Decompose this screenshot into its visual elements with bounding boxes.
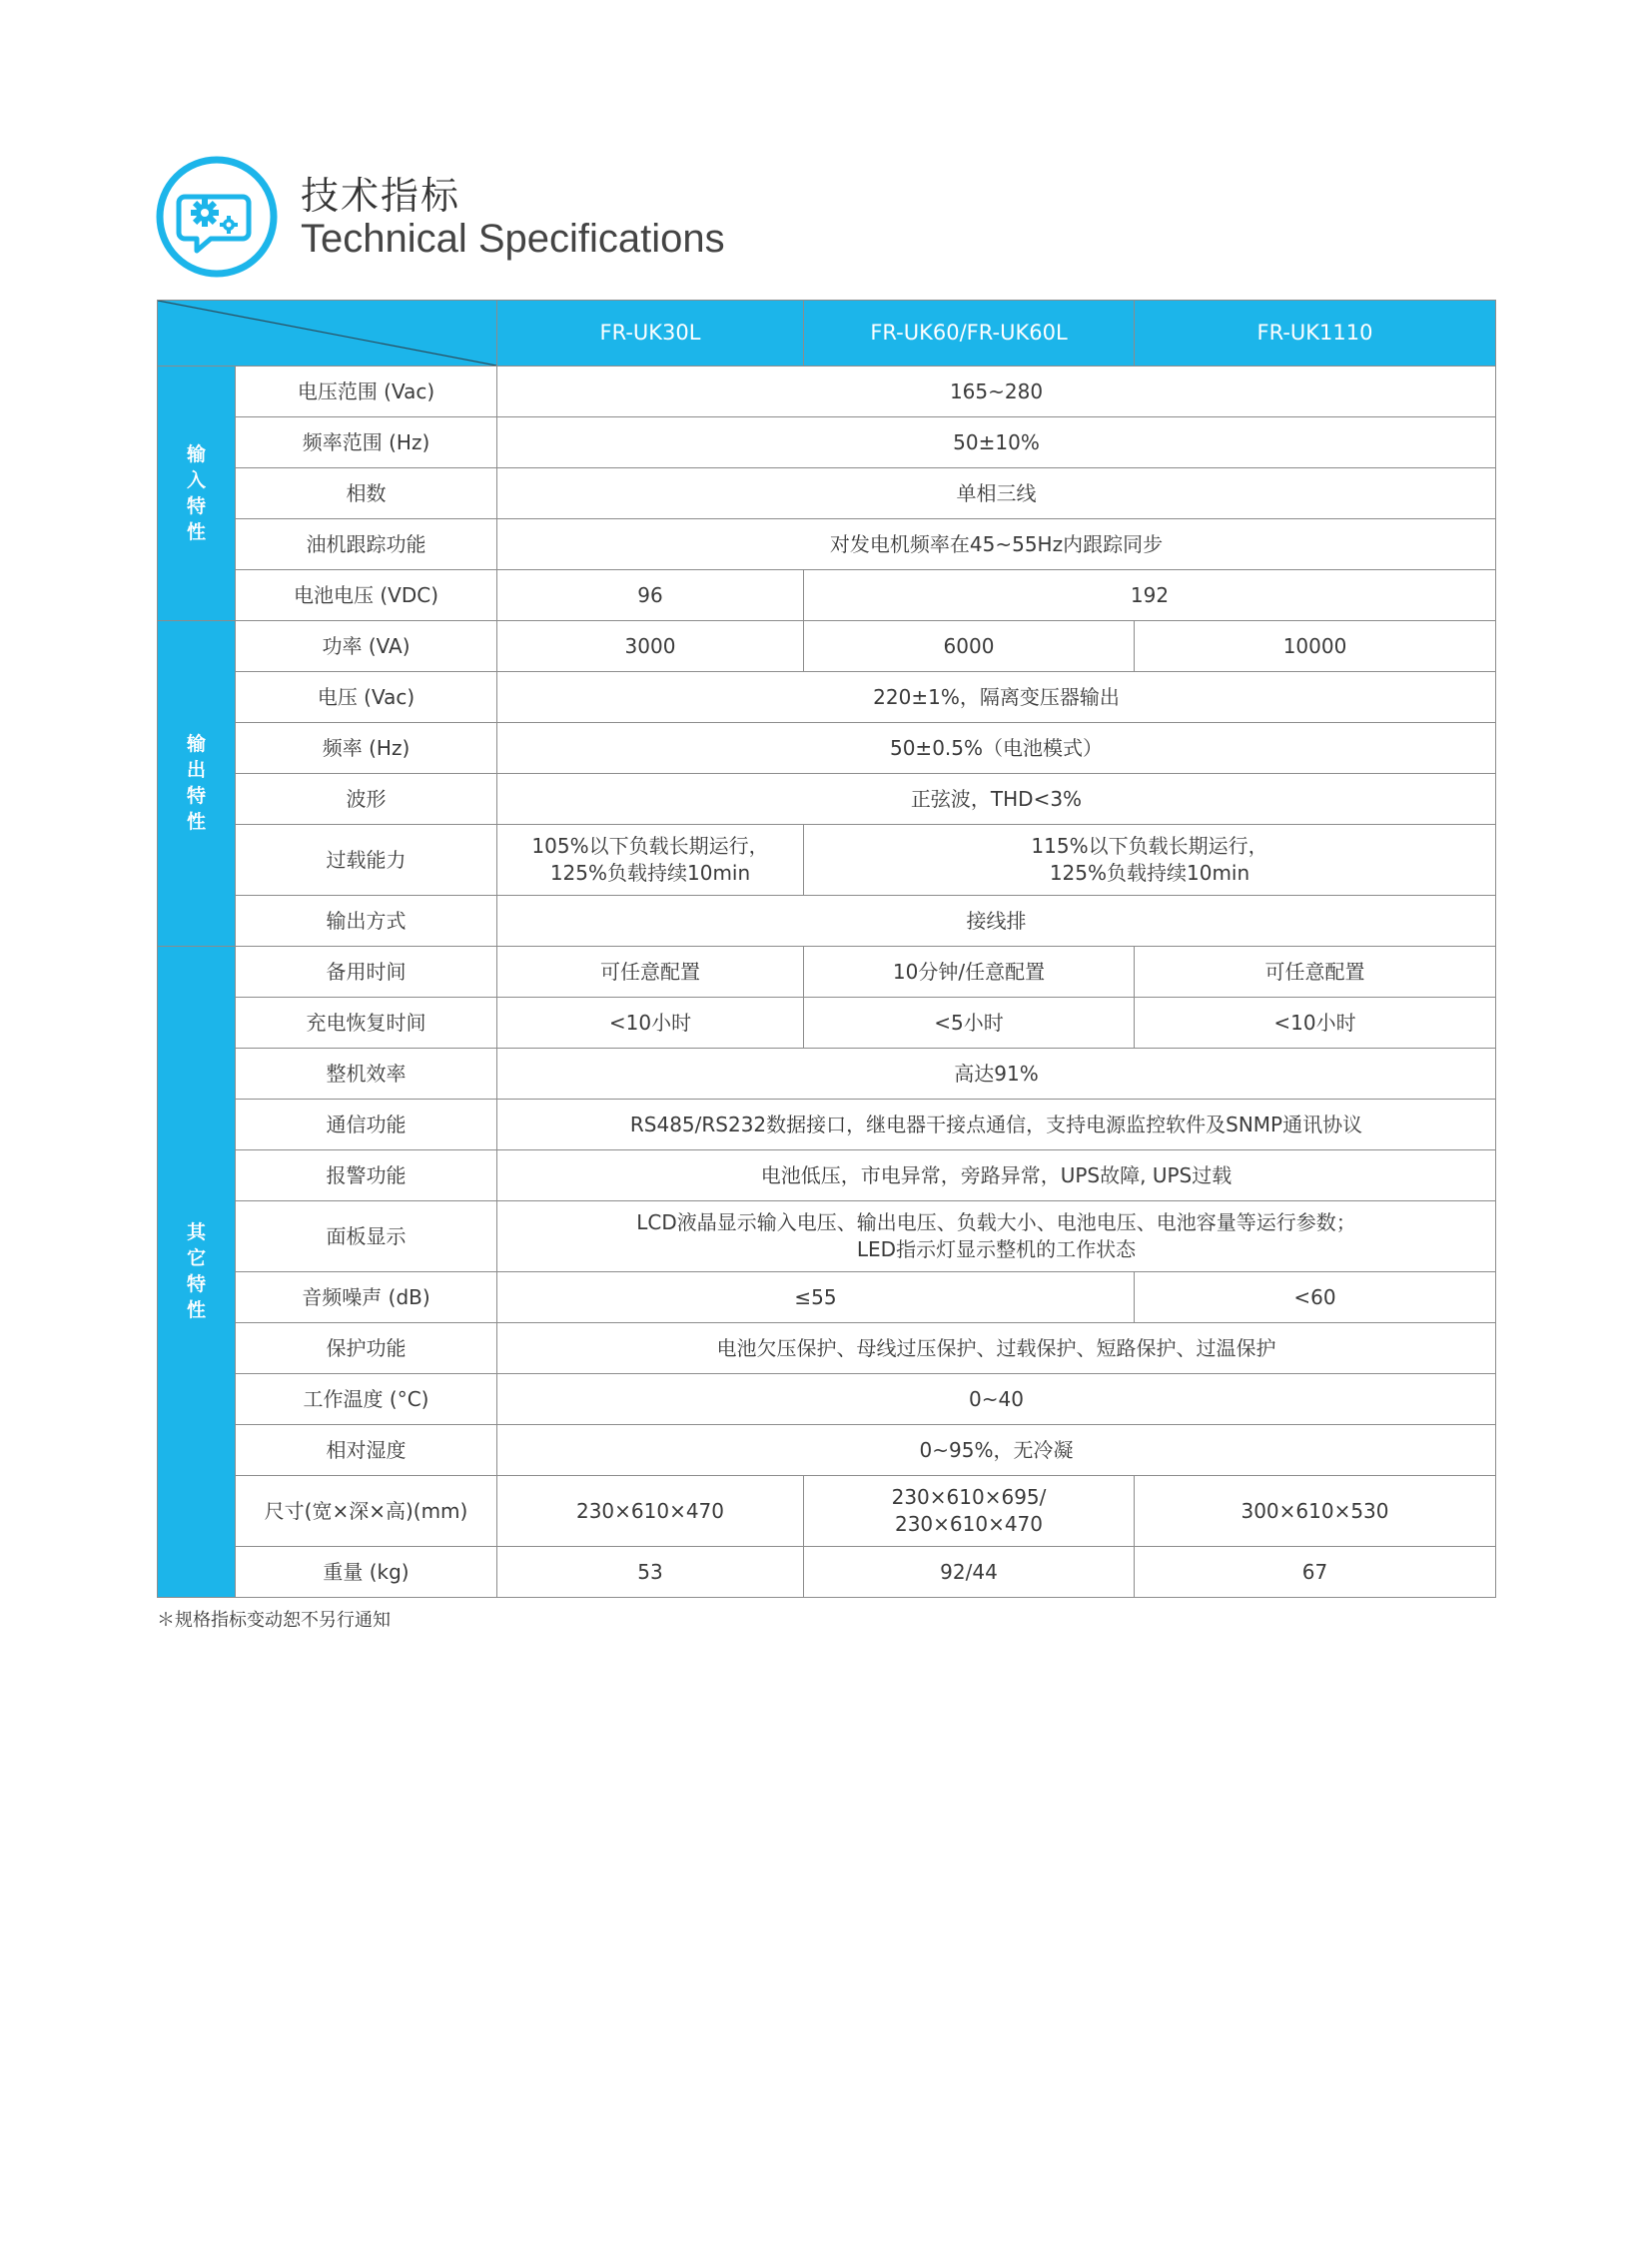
row-value-line: LED指示灯显示整机的工作状态 <box>856 1237 1137 1261</box>
row-value: 高达91% <box>497 1049 1496 1100</box>
row-value: 对发电机频率在45~55Hz内跟踪同步 <box>497 519 1496 570</box>
row-label: 通信功能 <box>236 1100 497 1150</box>
row-value <box>497 825 804 896</box>
row-label: 电池电压 (VDC) <box>236 570 497 621</box>
group-label-other: 其它特性 <box>158 947 236 1598</box>
row-value: 50±0.5%（电池模式） <box>497 723 1496 774</box>
row-value: 92/44 <box>804 1547 1135 1598</box>
row-value: RS485/RS232数据接口，继电器干接点通信，支持电源监控软件及SNMP通讯协议 <box>497 1100 1496 1150</box>
page-title-cn: 技术指标 <box>301 174 461 218</box>
row-label: 过载能力 <box>236 825 497 896</box>
row-value: 10分钟/任意配置 <box>804 947 1135 998</box>
spec-table <box>157 300 1496 1598</box>
row-label: 工作温度 (°C) <box>236 1374 497 1425</box>
row-value: 230×610×470 <box>497 1476 804 1547</box>
row-value: 300×610×530 <box>1135 1476 1496 1547</box>
group-label-input: 输入特性 <box>158 367 236 621</box>
row-value <box>804 1476 1135 1547</box>
row-value: 3000 <box>497 621 804 672</box>
model-header-2: FR-UK60/FR-UK60L <box>804 301 1135 367</box>
row-label: 保护功能 <box>236 1323 497 1374</box>
table-row <box>158 468 1496 519</box>
table-row <box>158 1100 1496 1150</box>
page-header <box>155 155 854 280</box>
row-value <box>804 825 1496 896</box>
row-label: 相数 <box>236 468 497 519</box>
row-value: <10小时 <box>497 998 804 1049</box>
row-value-line: 125%负载持续10min <box>1049 861 1250 885</box>
page-title-en: Technical Specifications <box>301 217 725 261</box>
table-row <box>158 947 1496 998</box>
row-value: <60 <box>1135 1272 1496 1323</box>
table-row <box>158 1425 1496 1476</box>
row-value: 165~280 <box>497 367 1496 417</box>
row-value: 6000 <box>804 621 1135 672</box>
row-value: 192 <box>804 570 1496 621</box>
row-value-line: LCD液晶显示输入电压、输出电压、负载大小、电池电压、电池容量等运行参数； <box>636 1210 1356 1234</box>
table-row <box>158 998 1496 1049</box>
table-header-row <box>158 301 1496 367</box>
row-label: 充电恢复时间 <box>236 998 497 1049</box>
table-row <box>158 896 1496 947</box>
row-value-line: 115%以下负载长期运行， <box>1031 834 1268 858</box>
row-value: 50±10% <box>497 417 1496 468</box>
row-value-line: 125%负载持续10min <box>549 861 751 885</box>
row-label: 整机效率 <box>236 1049 497 1100</box>
table-row <box>158 1049 1496 1100</box>
row-label: 相对湿度 <box>236 1425 497 1476</box>
table-row <box>158 417 1496 468</box>
row-value: 0~95%，无冷凝 <box>497 1425 1496 1476</box>
row-value: 接线排 <box>497 896 1496 947</box>
row-label: 频率范围 (Hz) <box>236 417 497 468</box>
row-value: 10000 <box>1135 621 1496 672</box>
row-label: 功率 (VA) <box>236 621 497 672</box>
row-value-line: 230×610×470 <box>894 1512 1044 1536</box>
row-label: 尺寸(宽×深×高)(mm) <box>236 1476 497 1547</box>
row-label: 音频噪声 (dB) <box>236 1272 497 1323</box>
table-row <box>158 723 1496 774</box>
table-row <box>158 1374 1496 1425</box>
row-value-line: 105%以下负载长期运行， <box>531 834 769 858</box>
table-corner-cell <box>158 301 497 367</box>
row-label: 频率 (Hz) <box>236 723 497 774</box>
row-value: 电池低压，市电异常，旁路异常，UPS故障, UPS过载 <box>497 1150 1496 1201</box>
footnote: ＊规格指标变动恕不另行通知 <box>157 1610 391 1631</box>
row-value-line: 230×610×695/ <box>891 1485 1047 1509</box>
table-row <box>158 1201 1496 1272</box>
row-value: 可任意配置 <box>497 947 804 998</box>
row-label: 电压范围 (Vac) <box>236 367 497 417</box>
row-value: 0~40 <box>497 1374 1496 1425</box>
row-value: ≤55 <box>497 1272 1135 1323</box>
row-value <box>497 1201 1496 1272</box>
group-label-output: 输出特性 <box>158 621 236 947</box>
table-row <box>158 1323 1496 1374</box>
row-value: 单相三线 <box>497 468 1496 519</box>
row-label: 油机跟踪功能 <box>236 519 497 570</box>
row-value: 220±1%，隔离变压器输出 <box>497 672 1496 723</box>
model-header-1: FR-UK30L <box>497 301 804 367</box>
table-row <box>158 1476 1496 1547</box>
row-value: <5小时 <box>804 998 1135 1049</box>
row-label: 波形 <box>236 774 497 825</box>
table-row <box>158 825 1496 896</box>
model-header-3: FR-UK1110 <box>1135 301 1496 367</box>
row-value: 53 <box>497 1547 804 1598</box>
table-row <box>158 774 1496 825</box>
row-label: 备用时间 <box>236 947 497 998</box>
table-row <box>158 519 1496 570</box>
row-label: 报警功能 <box>236 1150 497 1201</box>
row-value: 正弦波，THD<3% <box>497 774 1496 825</box>
row-label: 输出方式 <box>236 896 497 947</box>
row-value: 电池欠压保护、母线过压保护、过载保护、短路保护、过温保护 <box>497 1323 1496 1374</box>
row-label: 电压 (Vac) <box>236 672 497 723</box>
row-label: 重量 (kg) <box>236 1547 497 1598</box>
table-row <box>158 1272 1496 1323</box>
row-label: 面板显示 <box>236 1201 497 1272</box>
row-value: 可任意配置 <box>1135 947 1496 998</box>
table-row <box>158 621 1496 672</box>
table-row <box>158 367 1496 417</box>
table-row <box>158 672 1496 723</box>
table-row <box>158 570 1496 621</box>
table-row <box>158 1547 1496 1598</box>
row-value: 96 <box>497 570 804 621</box>
row-value: <10小时 <box>1135 998 1496 1049</box>
table-row <box>158 1150 1496 1201</box>
gear-chat-icon <box>155 155 279 279</box>
row-value: 67 <box>1135 1547 1496 1598</box>
